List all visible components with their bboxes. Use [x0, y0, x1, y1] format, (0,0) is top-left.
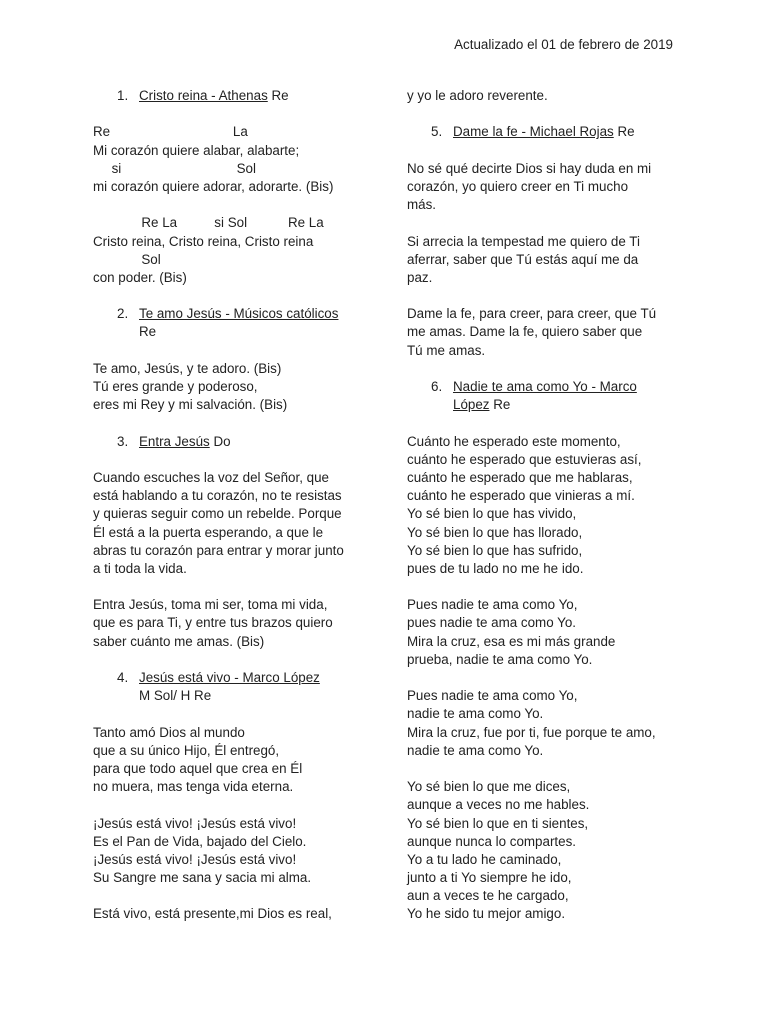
lyric-line: corazón, yo quiero creer en Ti mucho	[407, 178, 629, 194]
lyric-line: eres mi Rey y mi salvación. (Bis)	[93, 397, 288, 413]
lyric-line: cuánto he esperado que me hablaras,	[407, 469, 633, 485]
song-title: López	[453, 397, 490, 413]
song-key: Do	[213, 433, 231, 449]
lyric-line	[93, 196, 368, 214]
lyric-line: Si arrecia la tempestad me quiero de Ti	[407, 233, 640, 249]
lyric-line: Yo a tu lado he caminado,	[407, 851, 562, 867]
lyric-line	[407, 669, 682, 687]
lyric-line: Re La	[93, 124, 248, 140]
lyric-line: ¡Jesús está vivo! ¡Jesús está vivo!	[93, 851, 297, 867]
song-title: Cristo reina - Athenas	[139, 88, 268, 103]
lyric-line: aferrar, saber que Tú estás aquí me da	[407, 251, 639, 267]
lyric-line: para que todo aquel que crea en Él	[93, 760, 303, 776]
song-key: Re	[139, 324, 157, 340]
left-column	[93, 87, 368, 924]
lyric-line	[93, 887, 368, 905]
lyric-line: si Sol	[93, 160, 256, 176]
lyric-line	[93, 578, 368, 596]
lyric-line: Sol	[93, 251, 161, 267]
song-heading-6: 6. Nadie te ama como Yo - Marco	[431, 379, 637, 394]
song-heading-3: 3. Entra Jesús Do	[117, 433, 231, 449]
lyric-line: ¡Jesús está vivo! ¡Jesús está vivo!	[93, 815, 297, 831]
lyric-line: Su Sangre me sana y sacia mi alma.	[93, 870, 312, 886]
lyric-line: cuánto he esperado que estuvieras así,	[407, 451, 642, 467]
lyric-line: Tanto amó Dios al mundo	[93, 724, 245, 740]
lyric-line: saber cuánto me amas. (Bis)	[93, 633, 265, 649]
lyric-line: Entra Jesús, toma mi ser, toma mi vida,	[93, 597, 328, 613]
lyric-line: Yo sé bien lo que me dices,	[407, 779, 571, 795]
lyric-line: Es el Pan de Vida, bajado del Cielo.	[93, 833, 307, 849]
lyric-line: Dame la fe, para creer, para creer, que Tú	[407, 306, 657, 322]
song-key: Re	[493, 397, 511, 413]
lyric-line: pues de tu lado no me he ido.	[407, 560, 584, 576]
lyric-line: Él está a la puerta esperando, a que le	[93, 524, 324, 540]
song-title: Entra Jesús	[139, 433, 210, 449]
lyric-line: abras tu corazón para entrar y morar junto	[93, 542, 344, 558]
lyric-line	[407, 214, 682, 232]
lyric-line: pues nadie te ama como Yo.	[407, 615, 576, 631]
lyric-line: Pues nadie te ama como Yo,	[407, 688, 578, 704]
song-title: Nadie te ama como Yo - Marco	[453, 379, 637, 394]
updated-date: Actualizado el 01 de febrero de 2019	[454, 37, 673, 52]
song-heading-5: 5. Dame la fe - Michael Rojas Re	[431, 124, 635, 140]
lyric-line: mi corazón quiere adorar, adorarte. (Bis)	[93, 178, 334, 194]
song-title-continued	[407, 396, 682, 414]
lyric-line: que a su único Hijo, Él entregó,	[93, 742, 280, 758]
lyric-line: más.	[407, 197, 437, 213]
song-key: Re	[617, 124, 635, 140]
lyric-line: junto a ti Yo siempre he ido,	[407, 870, 572, 886]
song-key: M Sol/ H Re	[139, 688, 212, 704]
lyric-line: aunque a veces no me hables.	[407, 797, 590, 813]
lyric-line: prueba, nadie te ama como Yo.	[407, 651, 593, 667]
song-title: Jesús está vivo - Marco López	[139, 670, 320, 685]
lyric-line: nadie te ama como Yo.	[407, 706, 544, 722]
song-heading-4: 4. Jesús está vivo - Marco López	[117, 670, 320, 685]
lyric-line: nadie te ama como Yo.	[407, 742, 544, 758]
lyric-line: aun a veces te he cargado,	[407, 888, 569, 904]
song-key-line	[93, 323, 368, 341]
lyric-line: aunque nunca lo compartes.	[407, 833, 576, 849]
lyric-line	[407, 760, 682, 778]
lyric-line: Yo sé bien lo que has llorado,	[407, 524, 583, 540]
song-heading-2: 2. Te amo Jesús - Músicos católicos	[117, 306, 339, 322]
lyric-line: no muera, mas tenga vida eterna.	[93, 779, 294, 795]
song-key: Re	[271, 88, 289, 103]
lyric-line: Yo sé bien lo que has sufrido,	[407, 542, 583, 558]
lyric-line: Mi corazón quiere alabar, alabarte;	[93, 142, 300, 158]
lyric-line: Cuánto he esperado este momento,	[407, 433, 621, 449]
lyric-line: Cristo reina, Cristo reina, Cristo reina	[93, 233, 314, 249]
lyric-line: Está vivo, está presente,mi Dios es real,	[93, 906, 332, 922]
lyric-line	[93, 796, 368, 814]
lyric-line: está hablando a tu corazón, no te resistas	[93, 488, 342, 504]
lyric-line: No sé qué decirte Dios si hay duda en mi	[407, 160, 652, 176]
lyric-line: Mira la cruz, fue por ti, fue porque te amo,	[407, 724, 656, 740]
lyric-line: Mira la cruz, esa es mi más grande	[407, 633, 616, 649]
lyric-line: Cuando escuches la voz del Señor, que	[93, 469, 329, 485]
song-title: Dame la fe - Michael Rojas	[453, 124, 614, 140]
song-title: Te amo Jesús - Músicos católicos	[139, 306, 339, 322]
lyric-line: Yo he sido tu mejor amigo.	[407, 906, 566, 922]
lyric-line	[407, 287, 682, 305]
lyric-line: me amas. Dame la fe, quiero saber que	[407, 324, 643, 340]
lyric-line: que es para Ti, y entre tus brazos quiero	[93, 615, 333, 631]
song-heading-1: 1. Cristo reina - Athenas Re	[117, 88, 289, 103]
lyric-line: Te amo, Jesús, y te adoro. (Bis)	[93, 360, 282, 376]
right-column	[407, 87, 682, 924]
song-key-line	[93, 687, 368, 705]
lyric-line: con poder. (Bis)	[93, 269, 187, 285]
lyric-line: Yo sé bien lo que en ti sientes,	[407, 815, 589, 831]
lyric-line: cuánto he esperado que vinieras a mí.	[407, 488, 635, 504]
lyric-line: paz.	[407, 269, 433, 285]
lyric-line: Tú eres grande y poderoso,	[93, 379, 258, 394]
lyric-line: Pues nadie te ama como Yo,	[407, 597, 578, 613]
lyric-line: Yo sé bien lo que has vivido,	[407, 506, 577, 522]
lyric-line: y yo le adoro reverente.	[407, 88, 548, 103]
lyric-line: Re La si Sol Re La	[93, 215, 324, 231]
lyric-line	[407, 578, 682, 596]
lyric-line: a ti toda la vida.	[93, 560, 187, 576]
lyric-line: Tú me amas.	[407, 342, 486, 358]
lyric-line: y quieras seguir como un rebelde. Porque	[93, 506, 342, 522]
